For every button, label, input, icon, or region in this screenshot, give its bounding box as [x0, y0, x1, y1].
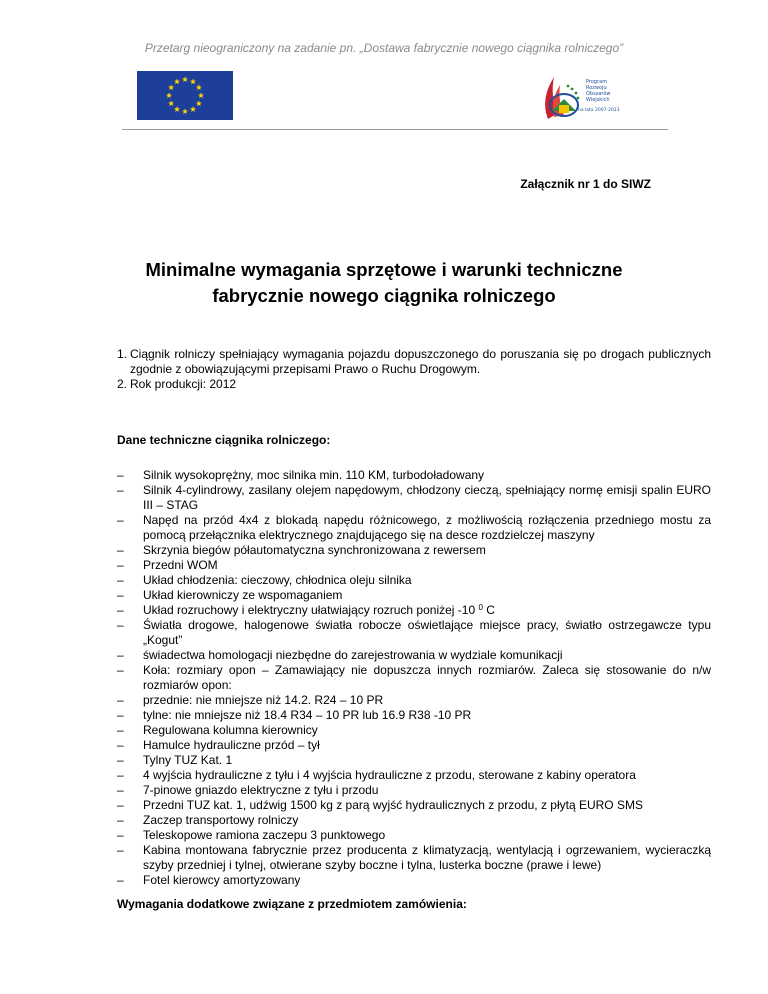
- item-text: Tylny TUZ Kat. 1: [143, 753, 233, 767]
- list-item: [117, 843, 711, 873]
- title-line-1: Minimalne wymagania sprzętowe i warunki techniczne: [145, 259, 623, 280]
- list-item: [117, 723, 711, 738]
- item-text: 7-pinowe gniazdo elektryczne z tyłu i przodu: [143, 783, 379, 797]
- list-item: [117, 377, 711, 392]
- list-item: [117, 603, 711, 618]
- item-text: świadectwa homologacji niezbędne do zarejestrowania w wydziale komunikacji: [143, 648, 563, 662]
- dash-bullet: –: [117, 768, 124, 782]
- dash-bullet: –: [117, 573, 124, 587]
- list-item: [117, 873, 711, 888]
- item-text: Przedni WOM: [143, 558, 218, 572]
- document-title: [0, 257, 768, 309]
- list-item: [117, 347, 711, 377]
- prow-text-2: Rozwoju: [586, 85, 607, 91]
- prow-text-5: na lata 2007-2013: [578, 108, 620, 113]
- prow-text-1: Program: [586, 79, 608, 85]
- list-item: [117, 753, 711, 768]
- item-text: przednie: nie mniejsze niż 14.2. R24 – 10 PR: [143, 693, 384, 707]
- dash-bullet: –: [117, 543, 124, 557]
- item-text: Układ kierowniczy ze wspomaganiem: [143, 588, 343, 602]
- list-item: [117, 483, 711, 513]
- item-text: Kabina montowana fabrycznie przez producenta z klimatyzacją, wentylacją i ogrzewaniem, wycieraczką szyby przedniej i tylnej, otwierane szyby boczne i tylna, lusterka boczne (prawe i lewe): [143, 843, 711, 872]
- list-item: [117, 618, 711, 648]
- list-item: [117, 798, 711, 813]
- item-text: Hamulce hydrauliczne przód – tył: [143, 738, 320, 752]
- prow-text-3: Obszarów: [586, 91, 611, 97]
- item-text: Przedni TUZ kat. 1, udźwig 1500 kg z parą wyjść hydraulicznych z przodu, z płytą EURO SMS: [143, 798, 643, 812]
- list-item: [117, 558, 711, 573]
- item-text: tylne: nie mniejsze niż 18.4 R34 – 10 PR lub 16.9 R38 -10 PR: [143, 708, 472, 722]
- prow-text-4: Wiejskich: [586, 97, 610, 103]
- item-text: Rok produkcji: 2012: [130, 377, 237, 391]
- dash-bullet: –: [117, 783, 124, 797]
- item-text: Teleskopowe ramiona zaczepu 3 punktowego: [143, 828, 386, 842]
- tech-spec-list: [117, 468, 711, 888]
- list-item: [117, 513, 711, 543]
- annex-label: Załącznik nr 1 do SIWZ: [520, 177, 651, 191]
- item-number: 1.: [117, 347, 128, 361]
- list-item: [117, 648, 711, 663]
- item-text: Ciągnik rolniczy spełniający wymagania pojazdu dopuszczonego do poruszania się po drogach publicznych zgodnie z obowiązującymi przepisami Prawo o Ruchu Drogowym.: [130, 347, 711, 376]
- prow-logo-icon: [528, 69, 628, 129]
- dash-bullet: –: [117, 648, 124, 662]
- list-item: [117, 828, 711, 843]
- dash-bullet: –: [117, 483, 124, 497]
- item-text: Zaczep transportowy rolniczy: [143, 813, 299, 827]
- header-divider: [122, 129, 668, 130]
- list-item: [117, 708, 711, 723]
- item-text: Koła: rozmiary opon – Zamawiający nie dopuszcza innych rozmiarów. Zaleca się stosowanie do n/w rozmiarów opon:: [143, 663, 711, 692]
- dash-bullet: –: [117, 753, 124, 767]
- dash-bullet: –: [117, 663, 124, 677]
- additional-requirements-heading: Wymagania dodatkowe związane z przedmiotem zamówienia:: [117, 897, 467, 911]
- title-line-2: fabrycznie nowego ciągnika rolniczego: [212, 285, 556, 306]
- item-text: Układ chłodzenia: cieczowy, chłodnica oleju silnika: [143, 573, 412, 587]
- dash-bullet: –: [117, 813, 124, 827]
- item-text: Skrzynia biegów półautomatyczna synchronizowana z rewersem: [143, 543, 486, 557]
- dash-bullet: –: [117, 603, 124, 617]
- list-item: [117, 543, 711, 558]
- dash-bullet: –: [117, 618, 124, 632]
- tender-header: Przetarg nieograniczony na zadanie pn. „Dostawa fabrycznie nowego ciągnika rolniczego”: [144, 41, 624, 55]
- dash-bullet: –: [117, 798, 124, 812]
- dash-bullet: –: [117, 828, 124, 842]
- item-text: Światła drogowe, halogenowe światła robocze oświetlające miejsce pracy, światło ostrzegawcze typu „Kogut”: [143, 618, 711, 647]
- item-text: Układ rozruchowy i elektryczny ułatwiający rozruch poniżej -10: [143, 603, 476, 617]
- dash-bullet: –: [117, 738, 124, 752]
- list-item: [117, 588, 711, 603]
- item-text: Fotel kierowcy amortyzowany: [143, 873, 301, 887]
- list-item: [117, 738, 711, 753]
- dash-bullet: –: [117, 693, 124, 707]
- list-item: [117, 693, 711, 708]
- eu-flag-icon: [137, 71, 233, 120]
- list-item: [117, 468, 711, 483]
- item-text: Regulowana kolumna kierownicy: [143, 723, 318, 737]
- item-text: Napęd na przód 4x4 z blokadą napędu różnicowego, z możliwością rozłączenia przedniego mostu za pomocą przełącznika elektrycznego znajdującego się na desce rozdzielczej maszyny: [143, 513, 711, 542]
- dash-bullet: –: [117, 588, 124, 602]
- list-item: [117, 783, 711, 798]
- numbered-list: [117, 347, 711, 392]
- list-item: [117, 573, 711, 588]
- item-number: 2.: [117, 377, 128, 391]
- dash-bullet: –: [117, 873, 124, 887]
- list-item: [117, 768, 711, 783]
- dash-bullet: –: [117, 513, 124, 527]
- degree-superscript: 0: [478, 603, 483, 612]
- item-text: 4 wyjścia hydrauliczne z tyłu i 4 wyjścia hydrauliczne z przodu, sterowane z kabiny operatora: [143, 768, 636, 782]
- dash-bullet: –: [117, 708, 124, 722]
- list-item: [117, 813, 711, 828]
- dash-bullet: –: [117, 723, 124, 737]
- item-text: Silnik wysokoprężny, moc silnika min. 110 KM, turbodoładowany: [143, 468, 485, 482]
- tech-section-heading: Dane techniczne ciągnika rolniczego:: [117, 433, 331, 447]
- dash-bullet: –: [117, 558, 124, 572]
- temperature-unit: C: [486, 603, 495, 617]
- dash-bullet: –: [117, 843, 124, 857]
- dash-bullet: –: [117, 468, 124, 482]
- list-item: [117, 663, 711, 693]
- item-text: Silnik 4-cylindrowy, zasilany olejem napędowym, chłodzony cieczą, spełniający normę emisji spalin EURO III – STAG: [143, 483, 711, 512]
